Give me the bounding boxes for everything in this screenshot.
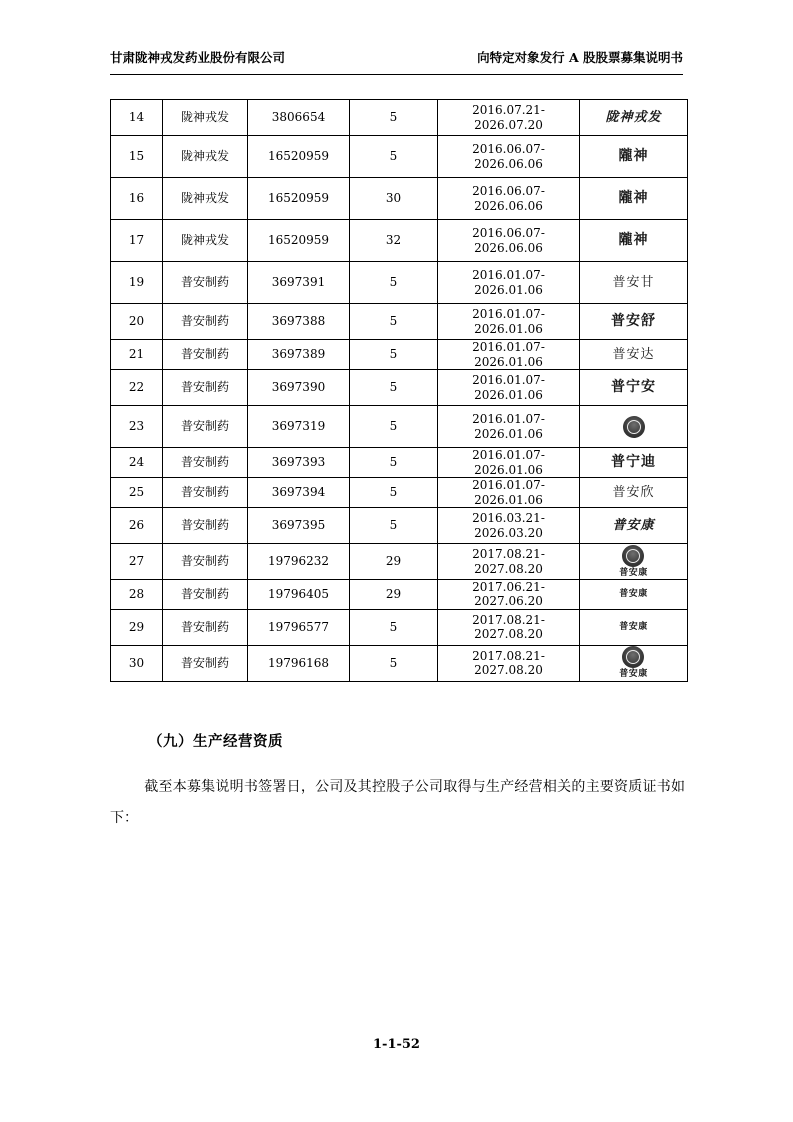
cell-registration-number: 19796168 bbox=[248, 645, 350, 681]
trademark-logo-label: 普安康 bbox=[619, 669, 648, 680]
cell-registrant: 普安制药 bbox=[163, 580, 248, 610]
table-row bbox=[111, 544, 688, 580]
cell-index: 30 bbox=[111, 645, 163, 681]
seal-icon bbox=[623, 416, 645, 438]
cell-validity: 2016.06.07-2026.06.06 bbox=[438, 178, 580, 220]
table-row bbox=[111, 178, 688, 220]
table-row bbox=[111, 645, 688, 681]
cell-category: 32 bbox=[350, 220, 438, 262]
cell-category: 5 bbox=[350, 340, 438, 370]
table-row bbox=[111, 370, 688, 406]
seal-icon bbox=[622, 646, 644, 668]
table-row bbox=[111, 100, 688, 136]
trademark-logo-label: 隴神 bbox=[618, 148, 649, 165]
trademark-logo-label: 普安甘 bbox=[612, 274, 655, 290]
trademark-logo bbox=[580, 313, 687, 330]
cell-registrant: 普安制药 bbox=[163, 508, 248, 544]
trademark-logo bbox=[580, 454, 687, 471]
cell-index: 22 bbox=[111, 370, 163, 406]
cell-validity: 2016.06.07-2026.06.06 bbox=[438, 220, 580, 262]
cell-trademark-image bbox=[580, 304, 688, 340]
paragraph-text: 截至本募集说明书签署日，公司及其控股子公司取得与生产经营相关的主要资质证书如下： bbox=[110, 779, 685, 826]
cell-validity: 2017.08.21-2027.08.20 bbox=[438, 609, 580, 645]
cell-category: 5 bbox=[350, 370, 438, 406]
cell-registrant: 普安制药 bbox=[163, 340, 248, 370]
cell-index: 27 bbox=[111, 544, 163, 580]
cell-category: 29 bbox=[350, 544, 438, 580]
trademark-logo bbox=[580, 622, 687, 633]
cell-trademark-image bbox=[580, 340, 688, 370]
cell-trademark-image bbox=[580, 220, 688, 262]
cell-index: 25 bbox=[111, 478, 163, 508]
trademark-logo bbox=[580, 232, 687, 249]
cell-index: 15 bbox=[111, 136, 163, 178]
cell-category: 5 bbox=[350, 609, 438, 645]
cell-category: 5 bbox=[350, 304, 438, 340]
cell-registrant: 普安制药 bbox=[163, 448, 248, 478]
cell-registration-number: 19796405 bbox=[248, 580, 350, 610]
cell-trademark-image bbox=[580, 370, 688, 406]
trademark-logo-label: 普安康 bbox=[619, 621, 648, 632]
trademark-logo bbox=[580, 110, 687, 126]
cell-registrant: 普安制药 bbox=[163, 262, 248, 304]
cell-validity: 2017.08.21-2027.08.20 bbox=[438, 544, 580, 580]
cell-index: 28 bbox=[111, 580, 163, 610]
cell-validity: 2017.06.21-2027.06.20 bbox=[438, 580, 580, 610]
cell-registration-number: 3697395 bbox=[248, 508, 350, 544]
cell-registration-number: 3697390 bbox=[248, 370, 350, 406]
trademark-table-body bbox=[111, 100, 688, 682]
cell-trademark-image bbox=[580, 609, 688, 645]
table-row bbox=[111, 448, 688, 478]
cell-category: 5 bbox=[350, 448, 438, 478]
cell-category: 5 bbox=[350, 136, 438, 178]
cell-registrant: 普安制药 bbox=[163, 609, 248, 645]
cell-validity: 2016.01.07-2026.01.06 bbox=[438, 304, 580, 340]
cell-validity: 2016.01.07-2026.01.06 bbox=[438, 370, 580, 406]
table-row bbox=[111, 304, 688, 340]
header-divider bbox=[110, 74, 683, 75]
table-row bbox=[111, 136, 688, 178]
cell-registration-number: 19796577 bbox=[248, 609, 350, 645]
cell-registrant: 普安制药 bbox=[163, 645, 248, 681]
cell-trademark-image bbox=[580, 448, 688, 478]
cell-trademark-image bbox=[580, 580, 688, 610]
table-row bbox=[111, 406, 688, 448]
page-header bbox=[110, 48, 683, 69]
cell-registrant: 陇神戎发 bbox=[163, 100, 248, 136]
section-paragraph bbox=[110, 772, 685, 834]
cell-registrant: 普安制药 bbox=[163, 304, 248, 340]
trademark-logo-label: 隴神 bbox=[618, 232, 649, 249]
trademark-logo-label: 普宁安 bbox=[611, 379, 656, 396]
seal-with-label bbox=[619, 646, 648, 680]
table-row bbox=[111, 580, 688, 610]
cell-registration-number: 19796232 bbox=[248, 544, 350, 580]
table-row bbox=[111, 508, 688, 544]
cell-category: 29 bbox=[350, 580, 438, 610]
cell-category: 5 bbox=[350, 100, 438, 136]
trademark-logo bbox=[580, 379, 687, 396]
cell-index: 16 bbox=[111, 178, 163, 220]
cell-trademark-image bbox=[580, 100, 688, 136]
table-row bbox=[111, 220, 688, 262]
cell-category: 5 bbox=[350, 262, 438, 304]
cell-validity: 2016.01.07-2026.01.06 bbox=[438, 262, 580, 304]
cell-registrant: 陇神戎发 bbox=[163, 136, 248, 178]
cell-validity: 2016.01.07-2026.01.06 bbox=[438, 478, 580, 508]
cell-validity: 2016.01.07-2026.01.06 bbox=[438, 340, 580, 370]
cell-category: 5 bbox=[350, 478, 438, 508]
cell-index: 29 bbox=[111, 609, 163, 645]
cell-category: 30 bbox=[350, 178, 438, 220]
header-document-title: 向特定对象发行 A 股股票募集说明书 bbox=[477, 50, 683, 65]
cell-registration-number: 3697393 bbox=[248, 448, 350, 478]
cell-trademark-image bbox=[580, 645, 688, 681]
trademark-logo bbox=[580, 190, 687, 207]
cell-registration-number: 16520959 bbox=[248, 178, 350, 220]
cell-trademark-image bbox=[580, 544, 688, 580]
cell-category: 5 bbox=[350, 508, 438, 544]
table-row bbox=[111, 262, 688, 304]
table-row bbox=[111, 478, 688, 508]
cell-registration-number: 3806654 bbox=[248, 100, 350, 136]
page-footer bbox=[0, 1037, 793, 1052]
trademark-logo-label: 普安舒 bbox=[611, 313, 656, 330]
cell-index: 14 bbox=[111, 100, 163, 136]
cell-validity: 2016.01.07-2026.01.06 bbox=[438, 448, 580, 478]
cell-index: 26 bbox=[111, 508, 163, 544]
page-number: 1-1-52 bbox=[373, 1037, 420, 1052]
cell-index: 17 bbox=[111, 220, 163, 262]
trademark-logo bbox=[580, 416, 687, 438]
cell-category: 5 bbox=[350, 645, 438, 681]
cell-registrant: 普安制药 bbox=[163, 544, 248, 580]
trademark-logo bbox=[580, 485, 687, 501]
cell-trademark-image bbox=[580, 508, 688, 544]
cell-validity: 2016.01.07-2026.01.06 bbox=[438, 406, 580, 448]
trademark-logo bbox=[580, 148, 687, 165]
cell-registration-number: 3697319 bbox=[248, 406, 350, 448]
cell-trademark-image bbox=[580, 262, 688, 304]
trademark-table bbox=[110, 99, 688, 682]
cell-index: 20 bbox=[111, 304, 163, 340]
trademark-logo-label: 普安康 bbox=[619, 588, 648, 599]
cell-trademark-image bbox=[580, 406, 688, 448]
cell-registration-number: 16520959 bbox=[248, 136, 350, 178]
trademark-logo bbox=[580, 518, 687, 534]
cell-index: 24 bbox=[111, 448, 163, 478]
trademark-logo bbox=[580, 589, 687, 600]
cell-registration-number: 3697389 bbox=[248, 340, 350, 370]
seal-icon bbox=[622, 545, 644, 567]
cell-validity: 2016.03.21-2026.03.20 bbox=[438, 508, 580, 544]
cell-index: 21 bbox=[111, 340, 163, 370]
cell-validity: 2017.08.21-2027.08.20 bbox=[438, 645, 580, 681]
trademark-table-wrapper bbox=[110, 99, 687, 682]
section-heading: （九）生产经营资质 bbox=[148, 733, 283, 750]
seal-with-label bbox=[619, 545, 648, 579]
trademark-logo-label: 陇神戎发 bbox=[605, 109, 662, 125]
trademark-logo bbox=[580, 545, 687, 579]
cell-validity: 2016.06.07-2026.06.06 bbox=[438, 136, 580, 178]
cell-category: 5 bbox=[350, 406, 438, 448]
cell-registration-number: 16520959 bbox=[248, 220, 350, 262]
trademark-logo bbox=[580, 275, 687, 291]
cell-trademark-image bbox=[580, 178, 688, 220]
cell-registration-number: 3697388 bbox=[248, 304, 350, 340]
cell-validity: 2016.07.21-2026.07.20 bbox=[438, 100, 580, 136]
cell-registrant: 普安制药 bbox=[163, 406, 248, 448]
trademark-logo-label: 普安康 bbox=[619, 567, 648, 578]
cell-trademark-image bbox=[580, 478, 688, 508]
header-company-name: 甘肃陇神戎发药业股份有限公司 bbox=[110, 50, 286, 65]
cell-index: 23 bbox=[111, 406, 163, 448]
cell-index: 19 bbox=[111, 262, 163, 304]
cell-registrant: 陇神戎发 bbox=[163, 220, 248, 262]
cell-trademark-image bbox=[580, 136, 688, 178]
trademark-logo bbox=[580, 347, 687, 363]
trademark-logo-label: 隴神 bbox=[618, 190, 649, 207]
cell-registrant: 普安制药 bbox=[163, 370, 248, 406]
trademark-logo-label: 普安康 bbox=[612, 517, 655, 533]
trademark-logo bbox=[580, 646, 687, 680]
trademark-logo-label: 普宁迪 bbox=[611, 454, 656, 471]
cell-registrant: 普安制药 bbox=[163, 478, 248, 508]
cell-registration-number: 3697394 bbox=[248, 478, 350, 508]
cell-registration-number: 3697391 bbox=[248, 262, 350, 304]
table-row bbox=[111, 340, 688, 370]
cell-registrant: 陇神戎发 bbox=[163, 178, 248, 220]
trademark-logo-label: 普安达 bbox=[612, 346, 655, 362]
trademark-logo-label: 普安欣 bbox=[612, 484, 655, 500]
table-row bbox=[111, 609, 688, 645]
